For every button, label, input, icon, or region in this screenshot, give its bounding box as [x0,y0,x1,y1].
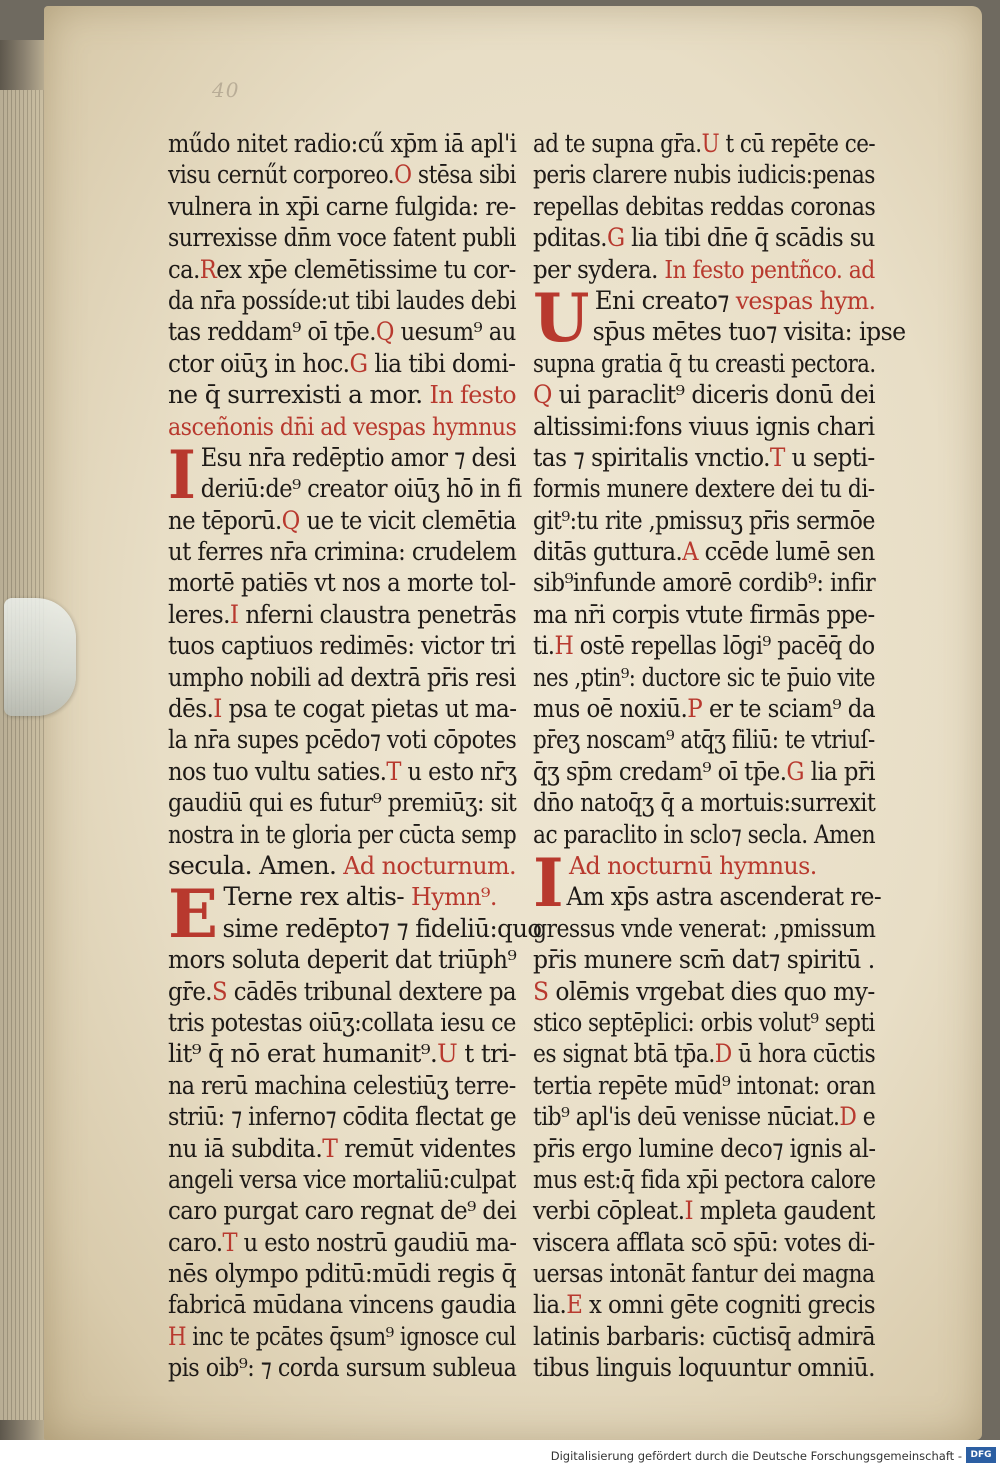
line-text: t tri- [457,1039,517,1069]
line-text: lia. [533,1290,567,1320]
text-line [533,1038,876,1069]
text-line [168,1321,516,1352]
line-text: ditās guttura. [533,537,683,567]
text-line [168,944,517,975]
line-text: nes ,ptin⁹: ductore sic te p̄uio vite [533,662,875,692]
line-text: stēsa sibi [411,160,516,190]
line-text: secula. Amen. [168,850,337,880]
line-text: dn̄o natoq̄ʒ q̄ a mortuis:surrexit [533,788,876,818]
line-text: lia pr̄i [804,756,875,786]
line-text: tuos captiuos redimēs: victor tri [168,631,516,661]
line-text: er te sciam⁹ da [702,694,876,724]
rubricated-letter: O [394,160,412,190]
line-text: Am xp̄s astra ascenderat re- [566,882,882,912]
rubricated-letter: E [566,1290,583,1320]
line-text: remūt videntes [337,1133,516,1163]
text-column-right [533,128,906,1384]
line-text: mpleta gaudent [692,1196,875,1226]
line-text: leres. [168,599,230,629]
line-text: nostra in te gloria per cūcta semp [168,819,517,849]
rubricated-letter: A [682,537,698,567]
text-line [533,881,882,912]
text-line [533,1227,875,1258]
line-text: olēmis vrgebat dies quo my- [548,976,875,1006]
rubricated-letter: T [222,1227,238,1257]
text-line [168,505,516,536]
footer-credit: Digitalisierung gefördert durch die Deutsche Forschungsgemeinschaft - [550,1449,962,1463]
line-text: mors soluta deperit dat triūph⁹ [168,945,517,975]
text-line [168,1164,516,1195]
rubricated-letter: Q [533,380,552,410]
folio-number: 40 [212,78,240,102]
line-text: mus oē noxiū. [533,694,688,724]
text-line [168,222,516,253]
rubric-heading: Ad nocturnum. [336,851,517,880]
text-line [168,1038,517,1069]
line-text: caro purgat caro regnat de⁹ dei [168,1196,517,1226]
rubricated-letter: P [687,694,703,724]
line-text: u esto nr̄ʒ [400,756,517,786]
text-line [533,1321,876,1352]
text-line [168,662,516,693]
rubricated-letter: G [349,348,368,378]
line-text: Esu nr̄a redēptio amor ⁊ desi [200,442,516,472]
rubricated-letter: D [839,1102,857,1132]
text-line [533,976,875,1007]
text-line [168,1070,516,1101]
text-line [533,128,876,159]
text-line [533,724,875,755]
text-line [533,1258,875,1289]
text-line [533,756,875,787]
line-text: u septi- [784,442,875,472]
line-text: supna gratia q̄ tu creasti pectora. [533,348,876,378]
line-text: e [856,1102,876,1132]
text-line [168,1007,516,1038]
line-text: visu cernűt corporeo. [168,160,395,190]
line-text: nēs olympo pditū:mūdi regis q̄ [168,1259,517,1289]
line-text: pr̄eʒ noscam⁹ atq̄ʒ filiū: te vtriuſ- [533,725,875,755]
line-text: verbi cōpleat. [533,1196,685,1226]
line-text: ca. [168,254,200,284]
line-text: ma nr̄i corpis vtute firmās ppe- [533,599,875,629]
rubricated-letter: U [701,129,720,158]
text-line [533,505,875,536]
text-line [533,536,875,567]
line-text: deriū:de⁹ creator oiūʒ hō in fi [200,474,522,504]
rubric-heading: Hymn⁹. [404,883,497,912]
line-text: ti. [533,631,555,661]
line-text: fabricā mūdana vincens gaudia [168,1290,516,1320]
line-text: ex xp̄e clemētissime tu cor- [216,254,516,284]
rubricated-letter: R [199,254,217,284]
line-text: ne tēporū. [168,505,282,535]
decorated-initial: I [533,843,564,922]
line-text: ad te supna gr̄a. [533,129,702,158]
text-line [168,411,517,442]
decorated-initial: I [168,435,196,514]
line-text: na rerū machina celestiūʒ terre- [168,1070,516,1100]
line-text: caro. [168,1227,223,1257]
line-text: ui paraclit⁹ diceris donū dei [551,380,876,410]
decorated-initial: E [168,875,218,954]
text-line [533,1101,876,1132]
text-line [168,630,516,661]
line-text: git⁹:tu rite ,pmissuʒ pr̄is sermōe [533,505,875,535]
line-text: dēs. [168,694,214,724]
line-text: tib⁹ apl'is deū venisse nūciat. [533,1102,840,1132]
text-line [533,222,875,253]
rubricated-letter: H [168,1321,187,1351]
line-text: lia tibi domi- [367,348,516,378]
line-text: pis oib⁹: ⁊ corda sursum subleua [168,1353,517,1383]
line-text: latinis barbaris: cūctisq̄ admirā [533,1321,876,1351]
text-line [533,1289,876,1320]
line-text: tertia repēte mūd⁹ intonat: oran [533,1070,876,1100]
line-text: striū: ⁊ inferno⁊ cōdita flectat ge [168,1102,517,1132]
text-line [168,285,516,316]
text-line [168,756,517,787]
text-line [168,1195,517,1226]
rubricated-letter: I [684,1196,693,1226]
line-text: lia tibi dn̄e q̄ scādis su [624,223,875,253]
text-line [533,159,875,190]
text-line [533,1164,876,1195]
line-text: la nr̄a supes pcēdo⁊ voti cōpotes [168,725,517,755]
line-text: nu iā subdita. [168,1133,323,1163]
line-text: Eni creato⁊ [594,285,729,315]
text-line [533,693,876,724]
text-line [168,159,516,190]
text-line [533,662,875,693]
text-line [168,599,517,630]
text-line [533,1352,876,1383]
line-text: műdo nitet radio:cű xp̄m iā apl'i [168,129,517,158]
line-text: surrexisse dn̄m voce fatent publi [168,223,516,253]
text-line [533,913,876,944]
text-line [533,473,875,504]
text-line [533,599,875,630]
text-line [168,1227,517,1258]
line-text: lit⁹ q̄ nō erat humanit⁹. [168,1039,438,1069]
line-text: gressus vnde venerat: ,pmissum [533,913,876,943]
text-line [168,128,517,159]
line-text: es signat btā tp̄a. [533,1039,715,1069]
text-line [533,819,876,850]
line-text: ut ferres nr̄a crimina: crudelem [168,537,517,567]
text-line [533,944,875,975]
line-text: sime redēpto⁊ ⁊ fideliū:quo [222,913,542,943]
line-text: pditas. [533,223,607,253]
text-line [168,1289,516,1320]
text-line [533,567,876,598]
rubricated-letter: S [211,976,228,1006]
line-text: inc te pcātes q̄sum⁹ ignosce cul [186,1321,516,1351]
rubricated-letter: T [386,756,401,786]
line-text: mus est:q̄ fida xp̄i pectora calore [533,1164,876,1194]
line-text: psa te cogat pietas ut ma- [221,694,517,724]
line-text: Terne rex altis- [223,882,405,912]
text-line [533,1070,876,1101]
text-column-left [168,128,542,1384]
rubric-heading: Ad nocturnū hymnus. [568,851,817,880]
rubricated-letter: I [229,599,239,629]
text-line [168,348,516,379]
line-text: ctor oiūʒ in hoc. [168,348,350,378]
text-line [168,1352,517,1383]
line-text: tas ⁊ spiritalis vnctio. [533,442,770,472]
text-line [168,1101,517,1132]
dfg-logo: DFG [966,1447,996,1463]
text-line [533,1007,875,1038]
line-text: repellas debitas reddas coronas [533,191,876,221]
line-text: uesum⁹ au [393,317,516,347]
text-line [168,567,516,598]
text-line [168,976,517,1007]
line-text: ccēde lumē sen [697,537,875,567]
line-text: altissimi:fons viuus ignis chari [533,411,875,441]
text-line [168,1133,516,1164]
line-text: ostē repellas lōgi⁹ pacēq̄ do [573,631,875,661]
line-text: pr̄is ergo lumine deco⁊ ignis al- [533,1133,876,1163]
rubric-heading: asceñonis dn̄i ad vespas hymnus [168,412,517,441]
line-text: x omni gēte cogniti grecis [582,1290,876,1320]
text-line [533,630,875,661]
text-line [168,473,522,504]
line-text: angeli versa vice mortaliū:culpat [168,1164,516,1194]
line-text: umpho nobili ad dextrā pr̄is resi [168,662,516,692]
decorated-initial: U [533,278,589,357]
line-text: t cū repēte ce- [719,129,876,158]
rubricated-letter: S [533,976,549,1006]
line-text: formis munere dextere dei tu di- [533,474,875,504]
line-text: per sydera. [533,254,658,284]
text-line [168,850,516,881]
line-text: q̄ʒ sp̄m credam⁹ oī tp̄e. [533,756,787,786]
text-line [533,442,875,473]
line-text: sp̄us mētes tuo⁊ visita: ipse [592,317,906,347]
text-line [533,348,876,379]
rubricated-letter: D [714,1039,732,1069]
line-text: da nr̄a possíde:ut tibi laudes debi [168,285,516,315]
line-text: tibus linguis loquuntur omniū. [533,1353,876,1383]
line-text: nferni claustra penetrās [238,599,517,629]
line-text: stico septēplici: orbis volut⁹ septi [533,1007,875,1037]
line-text: tris potestas oiūʒ:collata iesu ce [168,1007,516,1037]
line-text: ue te vicit clemētia [299,505,516,535]
line-text: pr̄is munere scm̄ dat⁊ spiritū . [533,945,875,975]
line-text: ne q̄ surrexisti a mor. [168,380,423,410]
rubric-heading: In festo pentñco. ad [657,255,875,284]
rubricated-letter: U [437,1039,458,1069]
line-text: gaudiū qui es futur⁹ premiūʒ: sit [168,788,517,818]
line-text: cādēs tribunal dextere pa [227,976,517,1006]
text-line [533,1133,876,1164]
rubricated-letter: G [606,223,625,253]
line-text: nos tuo vultu saties. [168,756,387,786]
text-line [533,191,876,222]
text-line [533,316,906,347]
text-line [168,379,515,410]
rubricated-letter: G [786,756,805,786]
rubricated-letter: T [769,442,785,472]
line-text: peris clarere nubis iudicis:penas [533,160,875,190]
text-line [533,787,876,818]
text-line [533,379,876,410]
text-line [168,191,516,222]
text-line [533,1195,875,1226]
page-clip [4,598,76,716]
text-line [168,693,517,724]
line-text: viscera afflata scō sp̄ū: votes di- [533,1227,875,1257]
rubric-heading: vespas hym. [728,286,876,315]
text-line [168,787,517,818]
rubric-heading: In festo [422,381,517,410]
line-text: gr̄e. [168,976,212,1006]
line-text: sib⁹infunde amorē cordib⁹: infir [533,568,876,598]
text-line [168,819,517,850]
text-line [168,724,517,755]
text-line [533,411,875,442]
text-line [168,316,516,347]
rubricated-letter: I [213,694,222,724]
line-text: ac paraclito in sclo⁊ secla. Amen [533,819,876,849]
text-line [168,913,542,944]
rubricated-letter: Q [281,505,300,535]
text-line [168,1258,517,1289]
line-text: vulnera in xp̄i carne fulgida: re- [168,191,516,221]
rubricated-letter: T [322,1133,338,1163]
line-text: ū hora cūctis [731,1039,876,1069]
line-text: tas reddam⁹ oī tp̄e. [168,317,376,347]
line-text: u esto nostrū gaudiū ma- [237,1227,517,1257]
line-text: mortē patiēs vt nos a morte tol- [168,568,516,598]
footer-bar [0,1440,1000,1472]
rubricated-letter: Q [375,317,394,347]
text-line [168,254,516,285]
text-line [168,536,517,567]
rubricated-letter: H [554,631,574,661]
line-text: uersas intonāt fantur dei magna [533,1259,875,1289]
